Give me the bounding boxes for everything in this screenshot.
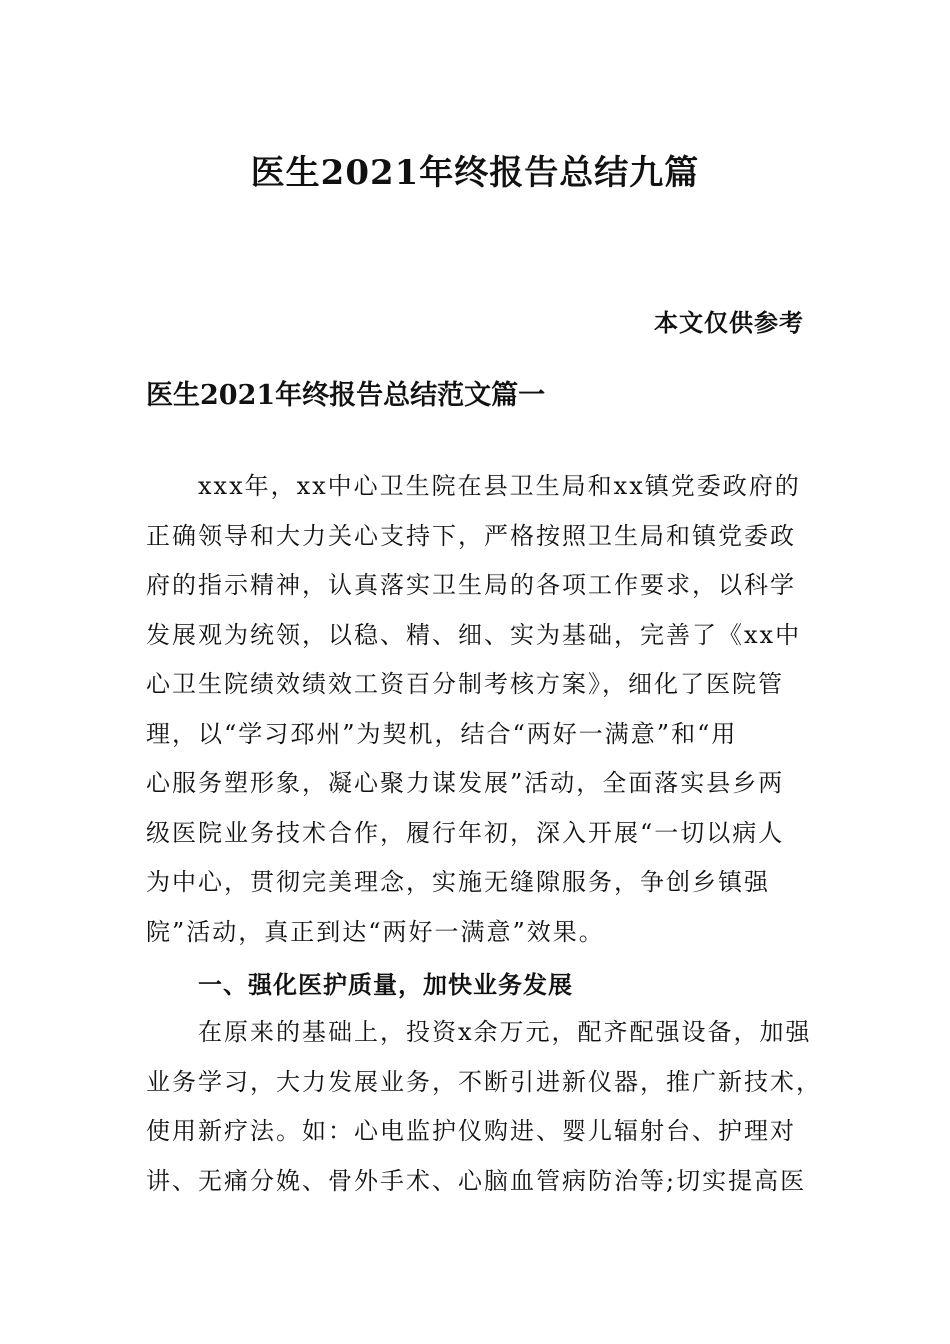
paragraph-line: xxx年，xx中心卫生院在县卫生局和xx镇党委政府的 — [198, 472, 801, 500]
paragraph-line: 府的指示精神，认真落实卫生局的各项工作要求，以科学 — [146, 571, 796, 599]
paragraph-line: 讲、无痛分娩、骨外手术、心脑血管病防治等;切实提高医 — [146, 1166, 807, 1195]
paragraph-line: 院”活动，真正到达“两好一满意”效果。 — [146, 917, 605, 946]
paragraph-line: 级医院业务技术合作，履行年初，深入开展“一切以病人 — [146, 818, 785, 847]
paragraph-line: 为中心，贯彻完美理念，实施无缝隙服务，争创乡镇强 — [146, 868, 770, 896]
paragraph-line: 正确领导和大力关心支持下，严格按照卫生局和镇党委政 — [146, 521, 796, 550]
subheading-1: 一、强化医护质量，加快业务发展 — [198, 970, 573, 999]
paragraph-line: 发展观为统领，以稳、精、细、实为基础，完善了《xx中 — [146, 620, 802, 649]
paragraph-line: 在原来的基础上，投资x余万元，配齐配强设备，加强 — [198, 1018, 812, 1046]
document-title: 医生2021年终报告总结九篇 — [250, 153, 700, 193]
paragraph-line: 使用新疗法。如：心电监护仪购进、婴儿辐射台、护理对 — [146, 1117, 796, 1145]
section-title: 医生2021年终报告总结范文篇一 — [146, 380, 546, 411]
paragraph-line: 心服务塑形象，凝心聚力谋发展”活动，全面落实县乡两 — [146, 769, 785, 797]
paragraph-line: 理，以“学习邳州”为契机，结合“两好一满意”和“用 — [146, 719, 738, 748]
paragraph-1 — [146, 462, 806, 957]
paragraph-line: 心卫生院绩效绩效工资百分制考核方案》，细化了医院管 — [146, 670, 784, 698]
paragraph-line: 业务学习，大力发展业务，不断引进新仪器，推广新技术， — [146, 1067, 822, 1096]
reference-note: 本文仅供参考 — [654, 308, 804, 337]
paragraph-2 — [146, 1008, 822, 1206]
